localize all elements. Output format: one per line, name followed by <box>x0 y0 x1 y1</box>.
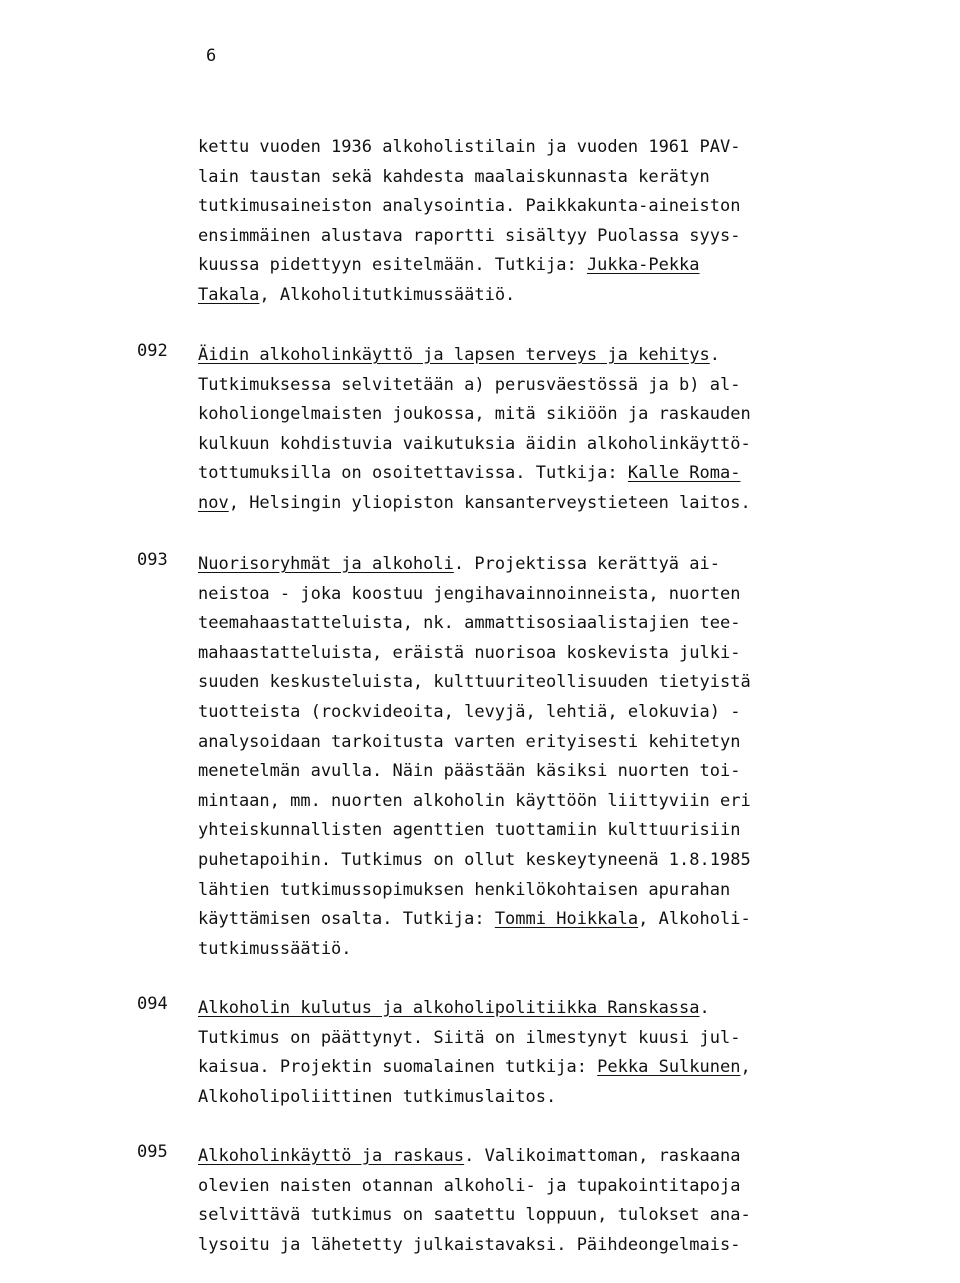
researcher-name: Takala <box>198 284 260 305</box>
text-line: käyttämisen osalta. Tutkija: Tommi Hoikkala, Alkoholi- <box>198 909 751 930</box>
entry-title-line: Alkoholin kulutus ja alkoholipolitiikka Ranskassa. <box>198 998 710 1018</box>
text-line: Tutkimus on päättynyt. Siitä on ilmestynyt kuusi jul- <box>198 1027 741 1048</box>
entry-title-line: Nuorisoryhmät ja alkoholi. Projektissa kerättyä ai- <box>198 554 720 574</box>
text-line: teemahaastatteluista, nk. ammattisosiaalistajien tee- <box>198 613 741 634</box>
page-number: 6 <box>206 46 217 66</box>
entry-title: Alkoholin kulutus ja alkoholipolitiikka Ranskassa <box>198 998 700 1018</box>
researcher-name: Tommi Hoikkala <box>494 909 639 930</box>
text-line: kulkuun kohdistuvia vaikutuksia äidin alkoholinkäyttö- <box>198 433 751 454</box>
text-line: puhetapoihin. Tutkimus on ollut keskeytyneenä 1.8.1985 <box>198 849 751 870</box>
text-line: mintaan, mm. nuorten alkoholin käyttöön liittyviin eri <box>198 790 751 811</box>
text-line: tuotteista (rockvideoita, levyjä, lehtiä, elokuvia) - <box>198 701 741 722</box>
researcher-name: nov <box>198 492 229 513</box>
text-line: nov, Helsingin yliopiston kansanterveystieteen laitos. <box>198 492 751 513</box>
text-line: Alkoholipoliittinen tutkimuslaitos. <box>198 1086 557 1107</box>
text-line: kaisua. Projektin suomalainen tutkija: Pekka Sulkunen, <box>198 1057 751 1078</box>
text-line: koholiongelmaisten joukossa, mitä sikiöön ja raskauden <box>198 404 751 425</box>
text-line: tutkimussäätiö. <box>198 938 352 959</box>
researcher-name: Pekka Sulkunen <box>597 1057 741 1078</box>
text-line: olevien naisten otannan alkoholi- ja tupakointitapoja <box>198 1175 741 1196</box>
text-line: mahaastatteluista, eräistä nuorisoa koskevista julki- <box>198 642 741 663</box>
text-line: tutkimusaineiston analysointia. Paikkakunta-aineiston <box>198 196 741 217</box>
entry-title: Nuorisoryhmät ja alkoholi <box>198 554 454 574</box>
researcher-name: Jukka-Pekka <box>586 255 700 276</box>
entry-number: 092 <box>137 341 168 361</box>
entry-092 <box>198 341 848 519</box>
text-line: ensimmäinen alustava raportti sisältyy Puolassa syys- <box>198 225 741 246</box>
entry-title-line: Äidin alkoholinkäyttö ja lapsen terveys ja kehitys. <box>198 345 720 365</box>
text-line: lysoitu ja lähetetty julkaistavaksi. Päihdeongelmais- <box>198 1234 741 1255</box>
text-line: Tutkimuksessa selvitetään a) perusväestössä ja b) al- <box>198 374 741 395</box>
entry-title: Alkoholinkäyttö ja raskaus <box>198 1146 465 1166</box>
text-line: neistoa - joka koostuu jengihavainnoinneista, nuorten <box>198 583 741 604</box>
entry-title: Äidin alkoholinkäyttö ja lapsen terveys ja kehitys <box>198 345 710 365</box>
text-line: tottumuksilla on osoitettavissa. Tutkija: Kalle Roma- <box>198 463 741 484</box>
text-line: kettu vuoden 1936 alkoholistilain ja vuoden 1961 PAV- <box>198 137 741 157</box>
entry-number: 093 <box>137 550 168 570</box>
text-line: selvittävä tutkimus on saatettu loppuun, tulokset ana- <box>198 1205 751 1226</box>
text-line: analysoidaan tarkoitusta varten erityisesti kehitetyn <box>198 731 741 752</box>
text-line: Takala, Alkoholitutkimussäätiö. <box>198 284 516 305</box>
text-line: lain taustan sekä kahdesta maalaiskunnasta kerätyn <box>198 166 710 187</box>
entry-number: 094 <box>137 994 168 1014</box>
text-line: kuussa pidettyyn esitelmään. Tutkija: Jukka-Pekka <box>198 255 700 276</box>
entry-number: 095 <box>137 1142 168 1162</box>
text-line: menetelmän avulla. Näin päästään käsiksi nuorten toi- <box>198 761 741 782</box>
entry-095 <box>198 1142 848 1260</box>
text-line: yhteiskunnallisten agenttien tuottamiin kulttuurisiin <box>198 820 741 841</box>
researcher-name: Kalle Roma- <box>627 463 741 484</box>
intro-paragraph <box>198 133 848 311</box>
entry-093 <box>198 550 848 964</box>
entry-title-line: Alkoholinkäyttö ja raskaus. Valikoimattoman, raskaana <box>198 1146 741 1166</box>
entry-094 <box>198 994 848 1112</box>
text-line: lähtien tutkimussopimuksen henkilökohtaisen apurahan <box>198 879 731 900</box>
text-line: suuden keskusteluista, kulttuuriteollisuuden tietyistä <box>198 672 751 693</box>
